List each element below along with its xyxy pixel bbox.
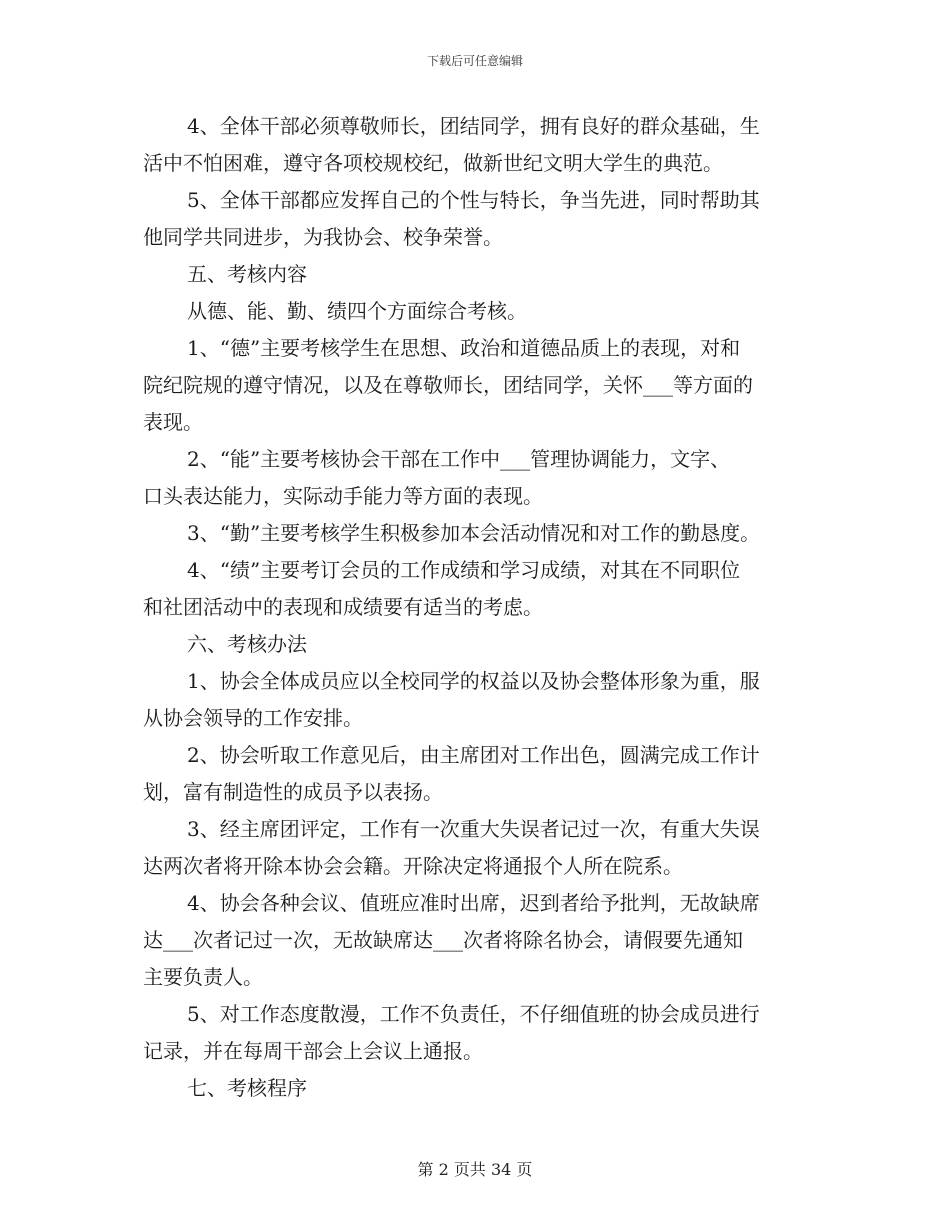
section-heading: 五、考核内容 — [187, 262, 307, 286]
text-line: 2、“能”主要考核协会干部在工作中___管理协调能力，文字、 — [187, 447, 731, 471]
text-line: 3、经主席团评定，工作有一次重大失误者记过一次，有重大失误 — [187, 817, 760, 841]
page-footer: 第 2 页共 34 页 — [417, 1160, 533, 1179]
text-line: 5、全体干部都应发挥自己的个性与特长，争当先进，同时帮助其 — [187, 188, 760, 212]
document-body — [143, 108, 813, 1107]
text-line: 4、“绩”主要考订会员的工作成绩和学习成绩，对其在不同职位 — [187, 558, 741, 582]
text-line: 从德、能、勤、绩四个方面综合考核。 — [187, 299, 527, 323]
text-line: 1、协会全体成员应以全校同学的权益以及协会整体形象为重，服 — [187, 669, 760, 693]
text-line: 院纪院规的遵守情况，以及在尊敬师长，团结同学，关怀___等方面的 — [143, 373, 753, 397]
text-line: 4、协会各种会议、值班应准时出席，迟到者给予批判，无故缺席 — [187, 891, 760, 915]
text-line: 和社团活动中的表现和成绩要有适当的考虑。 — [143, 595, 543, 619]
text-line: 划，富有制造性的成员予以表扬。 — [143, 780, 443, 804]
text-line: 5、对工作态度散漫，工作不负责任，不仔细值班的协会成员进行 — [187, 1002, 760, 1026]
section-heading: 六、考核办法 — [187, 632, 307, 656]
text-line: 口头表达能力，实际动手能力等方面的表现。 — [143, 484, 543, 508]
text-line: 他同学共同进步，为我协会、校争荣誉。 — [143, 225, 503, 249]
text-line: 从协会领导的工作安排。 — [143, 706, 363, 730]
text-line: 主要负责人。 — [143, 965, 263, 989]
text-line: 1、“德”主要考核学生在思想、政治和道德品质上的表现，对和 — [187, 336, 741, 360]
text-line: 4、全体干部必须尊敬师长，团结同学，拥有良好的群众基础，生 — [187, 114, 760, 138]
text-line: 记录，并在每周干部会上会议上通报。 — [143, 1039, 483, 1063]
text-line: 表现。 — [143, 410, 203, 434]
text-line: 3、“勤”主要考核学生积极参加本会活动情况和对工作的勤恳度。 — [187, 521, 761, 545]
text-line: 2、协会听取工作意见后，由主席团对工作出色，圆满完成工作计 — [187, 743, 760, 767]
text-line: 活中不怕困难，遵守各项校规校纪，做新世纪文明大学生的典范。 — [143, 151, 723, 175]
page-header: 下载后可任意编辑 — [426, 54, 523, 68]
text-line: 达两次者将开除本协会会籍。开除决定将通报个人所在院系。 — [143, 854, 683, 878]
section-heading: 七、考核程序 — [187, 1076, 307, 1100]
text-line: 达___次者记过一次，无故缺席达___次者将除名协会，请假要先通知 — [143, 928, 743, 952]
